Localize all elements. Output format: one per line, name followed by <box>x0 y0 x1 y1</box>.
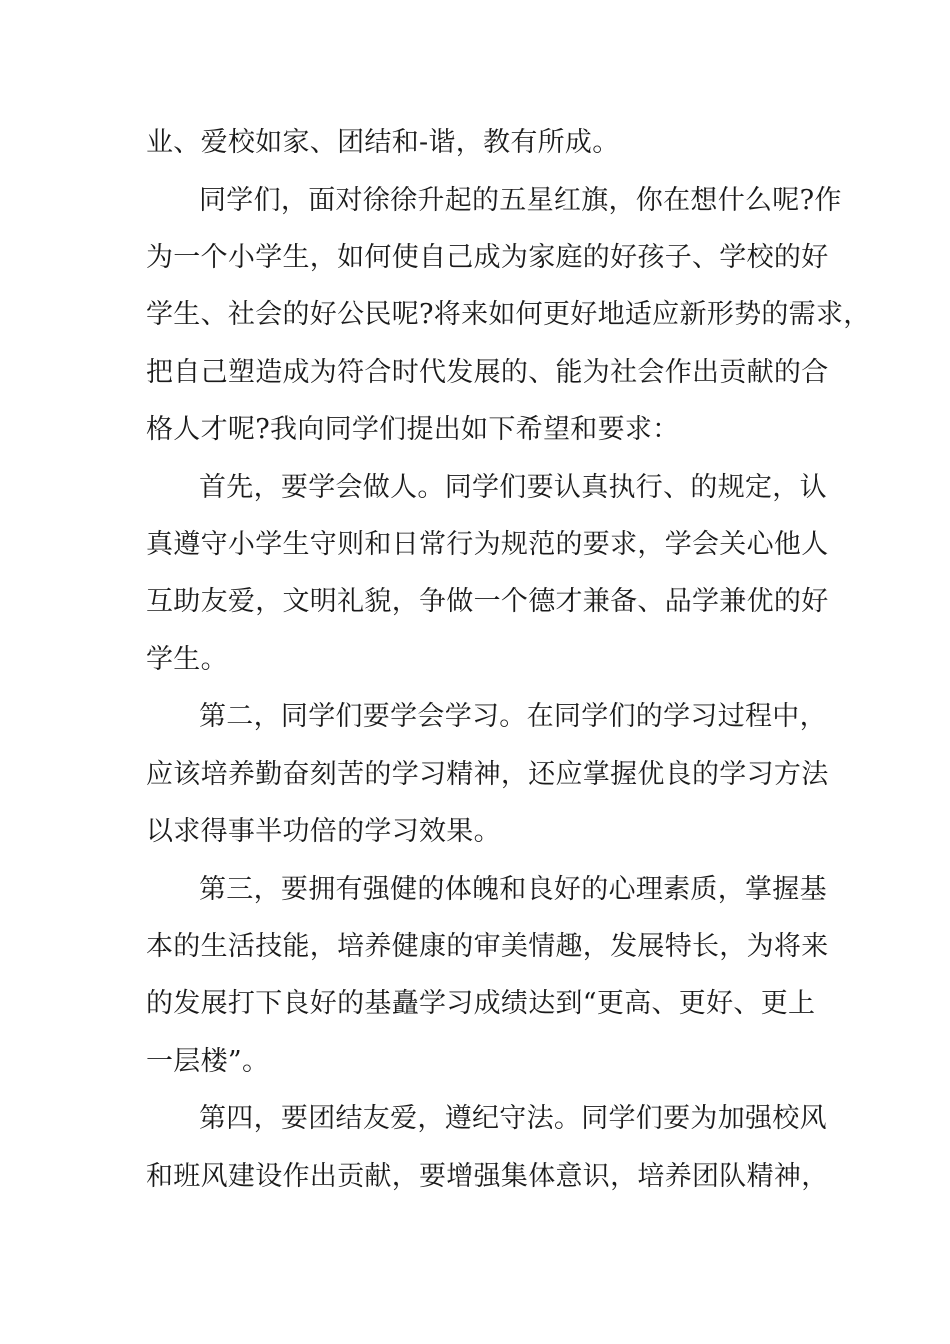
text-line: 以求得事半功倍的学习效果。 <box>146 816 501 847</box>
text-line: 学生、社会的好公民呢?将来如何更好地适应新形势的需求， <box>146 299 871 330</box>
paragraph-first-line: 第四，要团结友爱，遵纪守法。同学们要为加强校风 <box>199 1103 827 1134</box>
paragraph-first-line: 同学们，面对徐徐升起的五星红旗，你在想什么呢?作 <box>199 185 842 216</box>
text-line: 本的生活技能，培养健康的审美情趣，发展特长，为将来 <box>146 931 829 962</box>
paragraph-first-line: 首先，要学会做人。同学们要认真执行、的规定，认 <box>199 472 827 503</box>
text-line: 把自己塑造成为符合时代发展的、能为社会作出贡献的合 <box>146 357 829 388</box>
text-line: 真遵守小学生守则和日常行为规范的要求，学会关心他人 <box>146 529 829 560</box>
text-line: 一层楼”。 <box>146 1046 270 1077</box>
text-line: 互助友爱，文明礼貌，争做一个德才兼备、品学兼优的好 <box>146 586 829 617</box>
text-line: 应该培养勤奋刻苦的学习精神，还应掌握优良的学习方法 <box>146 759 829 790</box>
text-line: 的发展打下良好的基矗学习成绩达到“更高、更好、更上 <box>146 988 816 1019</box>
text-line: 学生。 <box>146 644 228 675</box>
text-line: 为一个小学生，如何使自己成为家庭的好孩子、学校的好 <box>146 242 829 273</box>
paragraph-first-line: 第三，要拥有强健的体魄和良好的心理素质，掌握基 <box>199 874 827 905</box>
paragraph-first-line: 第二，同学们要学会学习。在同学们的学习过程中， <box>199 701 827 732</box>
text-line: 业、爱校如家、团结和-谐，教有所成。 <box>146 127 620 158</box>
text-line: 和班风建设作出贡献，要增强集体意识，培养团队精神， <box>146 1161 829 1192</box>
text-line: 格人才呢?我向同学们提出如下希望和要求： <box>146 414 680 445</box>
